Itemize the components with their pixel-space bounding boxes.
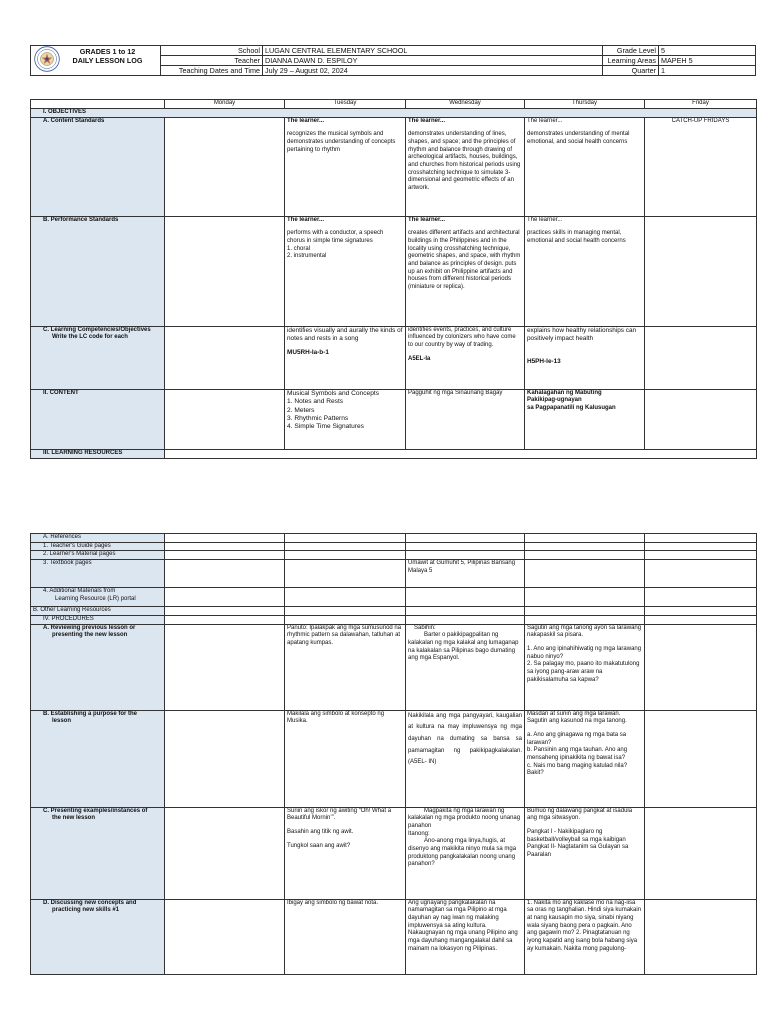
learner-heading: The learner... [408, 216, 446, 223]
cell [525, 616, 645, 625]
learner-heading: The learner... [287, 216, 325, 223]
dates-value: July 29 – August 02, 2024 [263, 66, 603, 76]
cell [645, 624, 757, 710]
cell [645, 710, 757, 807]
additional-materials-label [31, 588, 165, 607]
objectives-heading: I. OBJECTIVES [31, 108, 757, 117]
procedure-c-text: Magpakita ng mga larawan ng kalakalan ng mga produkto noong unanag panahon [408, 807, 521, 830]
procedure-a-line2: presenting the new lesson [52, 632, 128, 639]
procedure-b-question: b. Pansinin ang mga tauhan. Ano ang mensaheng ipinakikita ng bawat isa? [527, 747, 628, 762]
procedure-c-line2: the new lesson [52, 815, 96, 822]
performance-standards-tuesday [285, 216, 406, 326]
performance-standard-text: practices skills in managing mental, emotional and social health concerns [527, 230, 626, 245]
procedure-b-question: c. Nais mo bang maging katulad nila? Bakit? [527, 762, 628, 777]
procedure-b-text: Masdan at suriin ang mga larawan. Sagutin ang kasunod na mga tanong. [527, 710, 627, 725]
competency-text: explains how healthy relationships can positively impact health [527, 326, 637, 342]
content-tuesday [285, 389, 406, 449]
procedure-a-thursday [525, 624, 645, 710]
procedure-a-question: 2. Sa palagay mo, paano ito makatutulong sa iyong pang-araw araw na pakikisalamuha sa kapwa? [527, 661, 640, 683]
procedure-d-tuesday: Ibigay ang simbolo ng bawat nota. [285, 899, 406, 974]
grade-value: 5 [659, 46, 756, 56]
procedure-c-text: Ano-anong mga linya,hugis, at disenyo ang makikita ninyo mula sa mga produktong pangkalakalan noong unang panahon? [408, 838, 517, 868]
lc-code: H5PH-Ie-13 [527, 358, 561, 366]
lc-code: A5EL-Ia [408, 355, 431, 362]
content-item: 4. Simple Time Signatures [287, 423, 364, 431]
cell [165, 624, 285, 710]
cell [165, 807, 285, 899]
cell [285, 560, 406, 588]
procedures-table [30, 533, 757, 975]
cell [165, 534, 285, 543]
procedure-c-label [31, 807, 165, 899]
competencies-label-line1: C. Learning Competencies/Objectives [43, 326, 151, 333]
learner-heading: The learner... [287, 117, 325, 124]
cell [525, 607, 645, 616]
content-title-line: sa Pagpapanatili ng Kalusugan [527, 405, 616, 412]
title-line-1: GRADES 1 to 12 [79, 47, 136, 56]
cell [285, 616, 406, 625]
performance-item: 1. choral [287, 245, 311, 252]
procedure-c-group: Pangkat II- Nagtatanim sa Gulayan sa Paaralan [527, 844, 629, 859]
content-item: 3. Rhythmic Patterns [287, 414, 349, 422]
cell [285, 551, 406, 560]
competencies-thursday [525, 326, 645, 389]
log-title [31, 46, 161, 76]
competencies-friday [645, 326, 757, 389]
content-item: 2. Meters [287, 406, 315, 414]
area-value: MAPEH 5 [659, 56, 756, 66]
textbook-wednesday: Umawit at Gumuhit 5, Pilipinas Bansang Malaya 5 [406, 560, 525, 588]
itanong-label: Itanong: [408, 830, 430, 837]
procedure-b-thursday [525, 710, 645, 807]
content-title-line: Kahalagahan ng Mabuting [527, 389, 602, 396]
procedures-heading: IV. PROCEDURES [31, 616, 165, 625]
procedure-a-label [31, 624, 165, 710]
procedure-b-tuesday: Makilala ang simbolo at konsepto ng Musika. [285, 710, 406, 807]
learning-resources-heading: III. LEARNING RESOURCES [31, 449, 165, 458]
procedure-d-wednesday: Ang ugnayang pangkalakalan na namamagitan sa mga Pilipino at mga dayuhan ay nag iwan ng malaking impluwensya sa ating kultura. Nakaugnayan ng mga unang Pilipino ang mga dayuhang mangangalakal dahil sa mainam na lokasyon ng Pilipinas. [406, 899, 525, 974]
cell [645, 560, 757, 588]
performance-standards-monday [165, 216, 285, 326]
quarter-value: 1 [659, 66, 756, 76]
content-standards-wednesday [406, 117, 525, 216]
lc-code: MU5RH-Ia-b-1 [287, 349, 329, 357]
content-title-line: Pakikipag-ugnayan [527, 397, 582, 404]
cell [645, 588, 757, 607]
additional-line2: Learning Resource (LR) portal [55, 595, 136, 602]
content-monday [165, 389, 285, 449]
procedure-a-line1: A. Reviewing previous lesson or [43, 624, 136, 631]
teacher-value: DIANNA DAWN D. ESPILOY [263, 56, 603, 66]
title-line-2: DAILY LESSON LOG [72, 56, 143, 65]
procedure-d-thursday: 1. Nakita mo ang kaklase mo na nag-iisa sa oras ng tanghalian. Hindi siya kumakain at nang kausapin mo siya, sinabi niyang wala siyang baong pera o pagkain. Ano ang gagawin mo? 2. Pinagtatanuan ng iyong kapatid ang isang bola habang siya ay kumakain. Nakita mong pagulong- [525, 899, 645, 974]
cell [525, 551, 645, 560]
content-standard-text: demonstrates understanding of mental emotional, and social health concerns [527, 131, 630, 146]
procedure-c-line1: C. Presenting examples/instances of [43, 807, 148, 814]
procedure-c-thursday [525, 807, 645, 899]
sabihin-label: Sabihin: [414, 624, 436, 631]
cell [165, 551, 285, 560]
cell [285, 534, 406, 543]
procedure-b-question: a. Ano ang ginagawa ng mga bata sa larawan? [527, 732, 627, 746]
performance-standards-thursday [525, 216, 645, 326]
performance-standards-label: B. Performance Standards [31, 216, 165, 326]
learners-material-label: 2. Learner's Material pages [31, 551, 165, 560]
competencies-label [31, 326, 165, 389]
content-standard-text: demonstrates understanding of lines, shapes, and space; and the principles of rhythm and balance through drawing of archeological artifacts, houses, buildings, and churches from historical periods using crosshatching technique to simulate 3-dimensional and geometric effects of an artwork. [408, 131, 521, 192]
content-item: 1. Notes and Rests [287, 398, 344, 406]
cell [165, 607, 285, 616]
performance-standards-friday [645, 216, 757, 326]
grade-label: Grade Level [603, 46, 659, 56]
cell [406, 551, 525, 560]
quarter-label: Quarter [603, 66, 659, 76]
cell [165, 542, 285, 551]
cell [645, 534, 757, 543]
learning-resources-blank [165, 449, 757, 458]
competencies-tuesday [285, 326, 406, 389]
content-standards-friday: CATCH-UP FRIDAYS [645, 117, 757, 216]
procedure-c-text: Suriin ang iskor ng awiting “Oh! What a Beautiful Mornin’”. [287, 807, 392, 822]
day-header-wednesday: Wednesday [406, 100, 525, 109]
content-title: Musical Symbols and Concepts [287, 389, 379, 397]
procedure-a-text: Barter o pakikipagpalitan ng kalakalan ng mga kalakal ang lumaganap na kalakalan sa Pilipinas bago dumating ang mga Espanyol. [408, 632, 519, 662]
cell [406, 616, 525, 625]
procedure-c-text: Bumuo ng dalawang pangkat at isadula ang mga sitwasyon. [527, 807, 633, 822]
procedure-b-line1: B. Establishing a purpose for the [43, 710, 138, 717]
procedure-c-wednesday [406, 807, 525, 899]
cell [525, 542, 645, 551]
dates-label: Teaching Dates and Time [161, 66, 263, 76]
cell [165, 560, 285, 588]
cell [645, 807, 757, 899]
performance-standard-text: performs with a conductor, a speech chorus in simple time signatures [287, 230, 384, 245]
school-label: School [161, 46, 263, 56]
procedure-a-tuesday: Panuto: Ipalakpak ang mga sumusunod na rhythmic pattern sa dalawahan, tatluhan at apatang kumpas. [285, 624, 406, 710]
other-resources-label: B. Other Learning Resources [31, 607, 165, 616]
content-friday [645, 389, 757, 449]
performance-standard-text: creates different artifacts and architectural buildings in the Philippines and in the locality using crosshatching technique, geometric shapes, and space, with rhythm and balance as principles of design. puts up an exhibit on Philippine artifacts and houses from different historical periods (miniature or replica). [408, 230, 521, 291]
content-wednesday: Pagguhit ng mga Sinaunang Bagay [406, 389, 525, 449]
competencies-wednesday [406, 326, 525, 389]
procedure-c-text: Tungkol saan ang awit? [287, 842, 351, 849]
procedure-a-wednesday [406, 624, 525, 710]
competency-text: identifies events, practices, and culture influenced by colonizers who have come to our country by way of trading. [408, 326, 516, 349]
cell [645, 542, 757, 551]
cell [406, 534, 525, 543]
cell [645, 616, 757, 625]
cell [285, 607, 406, 616]
procedure-d-line2: practicing new skills #1 [52, 907, 120, 914]
area-label: Learning Areas [603, 56, 659, 66]
cell [525, 560, 645, 588]
cell [165, 616, 285, 625]
performance-standards-wednesday [406, 216, 525, 326]
procedure-c-group: Pangkat I - Nakikipaglaro ng basketball/volleyball sa mga kaibigan [527, 829, 626, 843]
teacher-label: Teacher [161, 56, 263, 66]
procedure-d-label [31, 899, 165, 974]
day-header-blank [31, 100, 165, 109]
performance-item: 2. instrumental [287, 253, 327, 260]
cell [285, 588, 406, 607]
cell [645, 551, 757, 560]
competency-text: identifies visually and aurally the kinds of notes and rests in a song [287, 326, 403, 342]
header-table [30, 45, 756, 76]
cell [165, 710, 285, 807]
procedure-c-text: Basahin ang titik ng awit. [287, 829, 354, 836]
day-header-thursday: Thursday [525, 100, 645, 109]
procedure-b-line2: lesson [52, 718, 72, 725]
content-standards-thursday [525, 117, 645, 216]
content-standards-monday [165, 117, 285, 216]
day-header-friday: Friday [645, 100, 757, 109]
learner-heading: The learner... [527, 117, 563, 124]
competencies-monday [165, 326, 285, 389]
cell [165, 588, 285, 607]
cell [525, 588, 645, 607]
procedure-b-label [31, 710, 165, 807]
textbook-label: 3. Textbook pages [31, 560, 165, 588]
teachers-guide-label: 1. Teacher's Guide pages [31, 542, 165, 551]
day-header-monday: Monday [165, 100, 285, 109]
objectives-table [30, 99, 757, 459]
references-label: A. References [31, 534, 165, 543]
content-standard-text: recognizes the musical symbols and demonstrates understanding of concepts pertaining to rhythm [287, 131, 396, 153]
procedure-a-text: Sagutin ang mga tanong ayon sa larawang nakapaskil sa pisara. [527, 624, 642, 639]
cell [406, 588, 525, 607]
cell [406, 607, 525, 616]
content-label: II. CONTENT [31, 389, 165, 449]
competencies-label-line2: Write the LC code for each [52, 334, 128, 341]
day-header-tuesday: Tuesday [285, 100, 406, 109]
cell [165, 899, 285, 974]
content-standards-tuesday [285, 117, 406, 216]
school-value: LUGAN CENTRAL ELEMENTARY SCHOOL [263, 46, 603, 56]
procedure-b-wednesday: Nakikilala ang mga pangyayari, kaugalian at kultura na may impluwensya ng mga dayuhan na dumating sa bansa sa pamamagitan ng pakikipagkalakalan. (A5EL- IN) [406, 710, 525, 807]
learner-heading: The learner... [527, 216, 563, 223]
procedure-c-tuesday [285, 807, 406, 899]
content-standards-label: A. Content Standards [31, 117, 165, 216]
content-thursday [525, 389, 645, 449]
procedure-a-question: 1. Ano ang ipinahihiwatig ng mga larawang nabuo ninyo? [527, 646, 642, 660]
cell [645, 607, 757, 616]
cell [285, 542, 406, 551]
learner-heading: The learner... [408, 117, 446, 124]
cell [645, 899, 757, 974]
additional-line1: 4. Additional Materials from [43, 588, 116, 595]
cell [525, 534, 645, 543]
procedure-d-line1: D. Discussing new concepts and [43, 899, 137, 906]
cell [406, 542, 525, 551]
